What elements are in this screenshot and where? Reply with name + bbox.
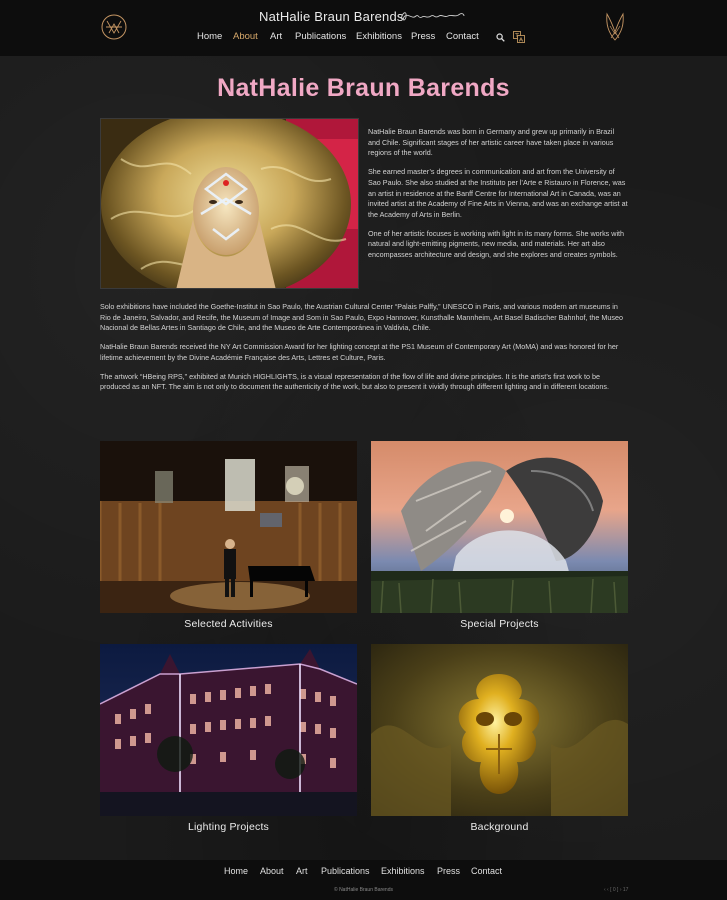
tile-lighting-projects[interactable] [100, 644, 357, 833]
tile-caption[interactable]: Selected Activities [184, 618, 273, 630]
logo-wings-icon[interactable] [604, 12, 626, 44]
site-title[interactable]: NatHalie Braun Barends [259, 9, 404, 24]
illuminated-building-photo[interactable] [100, 644, 357, 816]
nav-publications[interactable]: Publications [295, 31, 347, 42]
nav-art[interactable]: Art [270, 31, 283, 42]
footer-nav-exhibitions[interactable]: Exhibitions [381, 866, 425, 876]
tile-caption[interactable]: Lighting Projects [187, 821, 270, 833]
visitor-counter: ‹ ‹ [ 0 ] › 17 [604, 887, 629, 893]
concert-hall-photo[interactable] [100, 441, 357, 613]
footer-nav-contact[interactable]: Contact [471, 866, 503, 876]
golden-sculpture-photo[interactable] [371, 644, 628, 816]
bio-details [100, 302, 628, 401]
bio-paragraph: NatHalie Braun Barends received the NY Art Commission Award for her lighting concept at the PS1 Museum of Contemporary Art (MoMA) and was honored for her lifetime achievement by the Divine Académie Française des Arts, Lettres et Culture, Paris. [100, 342, 619, 362]
footer-navigation [0, 866, 727, 880]
artwork-signature-icon[interactable] [398, 8, 468, 24]
bio-paragraph: NatHalie Braun Barends was born in Germany and grew up primarily in Brazil and Chile. Significant stages of her artistic career have taken place in various regions of the world. [368, 127, 615, 158]
tile-selected-activities[interactable] [100, 441, 357, 630]
tile-caption[interactable]: Background [470, 821, 529, 833]
search-icon[interactable] [496, 33, 505, 42]
bio-paragraph: One of her artistic focuses is working with light in its many forms. She works with natural and light-emitting pigments, new media, and materials. Her art also encompasses architecture and design, and she explores and creates symbols. [368, 228, 625, 260]
nav-home[interactable]: Home [197, 31, 223, 42]
tile-background[interactable] [371, 644, 628, 833]
copyright-text: © NatHalie Braun Barends [334, 887, 393, 893]
tile-caption[interactable]: Special Projects [460, 618, 539, 630]
site-footer [0, 860, 727, 900]
site-header [0, 0, 727, 56]
bio-paragraph: Solo exhibitions have included the Goethe-Institut in Sao Paulo, the Austrian Cultural Center “Palais Palffy,” UNESCO in Paris, and various modern art museums in Rio de Janeiro, Salvador, and Recife, the Museum of Image and Som in Sao Paulo, Expo Hannover, Kunsthalle Mannheim, Art Basel Badischer Bahnhof, the Museo Nacional de Bellas Artes in Santiago de Chile, and the Museo de Arte Contemporánea in Valdivia, Chile. [100, 302, 623, 333]
footer-nav-publications[interactable]: Publications [321, 866, 370, 876]
language-icon[interactable] [513, 31, 525, 43]
portrait-photo [100, 118, 359, 289]
nav-about[interactable]: About [233, 31, 258, 42]
footer-nav-art[interactable]: Art [296, 866, 308, 876]
footer-nav-home[interactable]: Home [224, 866, 249, 876]
tile-special-projects[interactable] [371, 441, 628, 630]
footer-nav-press[interactable]: Press [437, 866, 461, 876]
page-title: NatHalie Braun Barends [217, 74, 510, 102]
bio-paragraph: The artwork “HBeing RPS,” exhibited at Munich HIGHLIGHTS, is a visual representation of the flow of life and divine principles. It is the artist’s first work to be produced as an NFT. The aim is not only to document the authenticity of the work, but also to present it vividly through different lighting and in different locations. [100, 371, 610, 392]
bio-intro [368, 127, 628, 269]
bio-paragraph: She earned master’s degrees in communication and art from the University of Sao Paulo. She also studied at the Instituto per l’Arte e Ristauro in Florence, was an artist in residence at the Banff Centre for International Art in Canada, was an invited artist at the Academy of Fine Arts in Vienna, and was an exchange artist at the Academy of Arts in Berlin. [368, 167, 628, 219]
footer-nav-about[interactable]: About [260, 866, 284, 876]
nav-press[interactable]: Press [411, 31, 436, 42]
nav-exhibitions[interactable]: Exhibitions [356, 31, 402, 42]
sunset-sculpture-photo[interactable] [371, 441, 628, 613]
nav-contact[interactable]: Contact [446, 31, 479, 42]
